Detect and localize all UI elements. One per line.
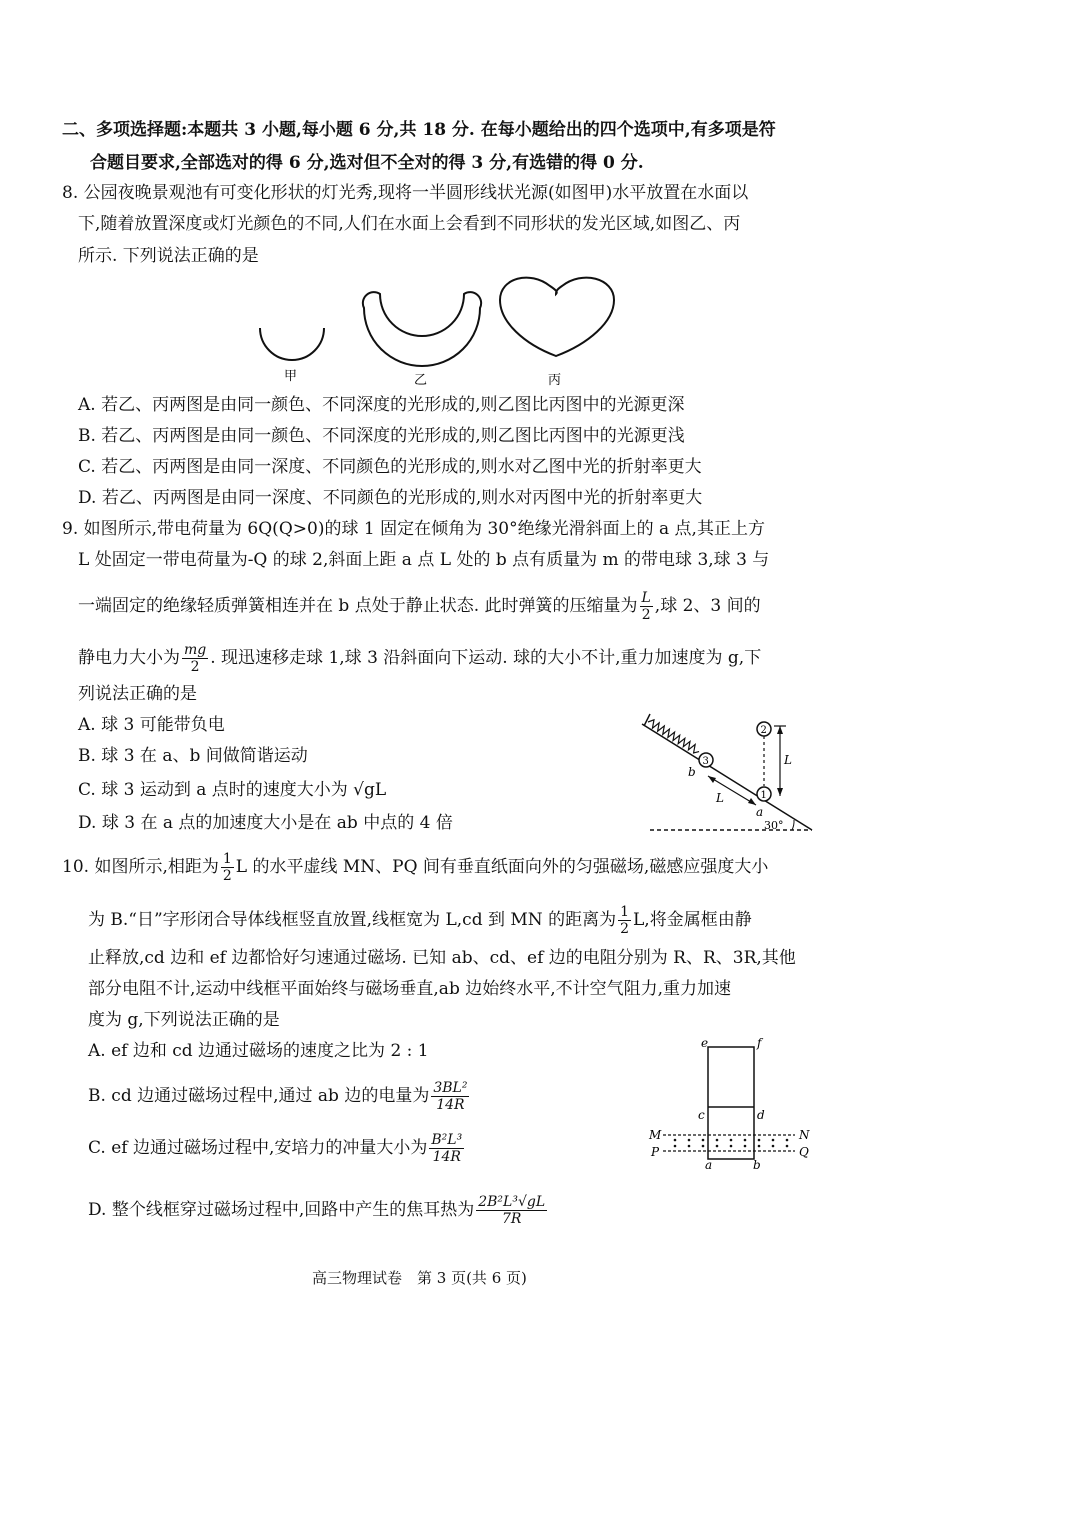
spring-icon xyxy=(646,718,701,755)
distance-label-incline: L xyxy=(716,791,724,805)
q9-line4: 静电力大小为 $\frac{mg}{2}$ . 现迅速移走球 1,球 3 沿斜面向下运动. 球的大小不计,重力加速度为 g,下 xyxy=(78,642,762,675)
q9-figure xyxy=(640,712,820,838)
page-footer: 高三物理试卷 第 3 页(共 6 页) xyxy=(312,1269,527,1287)
conductor-frame xyxy=(708,1047,754,1159)
q8-line2: 下,随着放置深度或灯光颜色的不同,人们在水面上会看到不同形状的发光区域,如图乙、丙 xyxy=(78,214,741,234)
q8-figure xyxy=(250,272,630,392)
distance-label-vertical: L xyxy=(784,753,792,767)
q10-option-c: C. ef 边通过磁场过程中,安培力的冲量大小为 $\frac{\text{B²L³}}{14R}$ xyxy=(88,1132,463,1165)
label-f: f xyxy=(757,1036,762,1050)
arrowhead xyxy=(708,776,716,783)
q10-option-a: A. ef 边和 cd 边通过磁场的速度之比为 2 : 1 xyxy=(88,1041,429,1061)
label-e: e xyxy=(701,1036,709,1050)
angle-arc xyxy=(792,820,794,830)
angle-label: 30° xyxy=(764,819,784,832)
point-a-label: a xyxy=(756,805,764,819)
light-region-bing-shape xyxy=(500,278,614,356)
q9-option-b: B. 球 3 在 a、b 间做简谐运动 xyxy=(78,746,308,766)
q10-option-d-fraction: $\frac{\text{2B²L³√gL}}{7R}$ xyxy=(478,1194,546,1227)
arrowhead xyxy=(777,788,783,796)
magnetic-field-dots xyxy=(674,1139,789,1148)
q10-option-b: B. cd 边通过磁场过程中,通过 ab 边的电量为 $\frac{\text{3BL²}}{14R}$ xyxy=(88,1080,468,1113)
q9-line1: 9. 如图所示,带电荷量为 6Q(Q>0)的球 1 固定在倾角为 30°绝缘光滑斜面上的 a 点,其正上方 xyxy=(62,519,765,539)
spring-anchor xyxy=(644,714,650,726)
label-P: P xyxy=(651,1145,660,1159)
q9-line2: L 处固定一带电荷量为-Q 的球 2,斜面上距 a 点 L 处的 b 点有质量为 m 的带电球 3,球 3 与 xyxy=(78,550,770,570)
ball-1-label: 1 xyxy=(760,790,767,801)
section-header-line1: 二、多项选择题:本题共 3 小题,每小题 6 分,共 18 分. 在每小题给出的四个选项中,有多项是符 xyxy=(62,120,776,140)
arrowhead xyxy=(748,798,756,805)
q8-line3: 所示. 下列说法正确的是 xyxy=(78,246,259,266)
semicircle-source-shape xyxy=(260,328,324,360)
q10-fraction-distance: $\frac{1}{2}$ xyxy=(620,904,629,937)
label-Q: Q xyxy=(799,1145,809,1159)
ball-3-label: 3 xyxy=(702,756,709,767)
label-b: b xyxy=(753,1158,761,1172)
label-c: c xyxy=(698,1108,705,1122)
q8-option-a: A. 若乙、丙两图是由同一颜色、不同深度的光形成的,则乙图比丙图中的光源更深 xyxy=(78,395,685,415)
q9-line5: 列说法正确的是 xyxy=(78,684,197,704)
q8-line1: 8. 公园夜晚景观池有可变化形状的灯光秀,现将一半圆形线状光源(如图甲)水平放置在水面以 xyxy=(62,183,749,203)
fig-label-jia: 甲 xyxy=(284,369,298,384)
q8-option-b: B. 若乙、丙两图是由同一颜色、不同深度的光形成的,则乙图比丙图中的光源更浅 xyxy=(78,426,685,446)
q8-option-c: C. 若乙、丙两图是由同一深度、不同颜色的光形成的,则水对乙图中光的折射率更大 xyxy=(78,457,702,477)
arrowhead xyxy=(777,726,783,734)
fig-label-yi: 乙 xyxy=(414,373,428,388)
q8-option-d: D. 若乙、丙两图是由同一深度、不同颜色的光形成的,则水对丙图中光的折射率更大 xyxy=(78,488,703,508)
q10-line4: 部分电阻不计,运动中线框平面始终与磁场垂直,ab 边始终水平,不计空气阻力,重力加速 xyxy=(88,979,732,999)
q10-line2: 为 B.“日”字形闭合导体线框竖直放置,线框宽为 L,cd 到 MN 的距离为 $\frac{1}{2}$ L,将金属框由静 xyxy=(88,904,752,937)
q10-line5: 度为 g,下列说法正确的是 xyxy=(88,1010,280,1030)
q10-option-d: D. 整个线框穿过磁场过程中,回路中产生的焦耳热为 $\frac{\text{2B²L³√gL}}{7R}$ xyxy=(88,1194,546,1227)
light-region-yi-shape xyxy=(363,292,481,366)
ball-2-label: 2 xyxy=(760,725,767,736)
incline-surface xyxy=(642,724,812,830)
q10-option-c-fraction: $\frac{\text{B²L³}}{14R}$ xyxy=(431,1132,463,1165)
label-d: d xyxy=(757,1108,765,1122)
q9-fraction-compression: $\frac{L}{2}$ xyxy=(641,590,651,623)
q9-fraction-force: $\frac{mg}{2}$ xyxy=(184,642,207,675)
section-header-line2: 合题目要求,全部选对的得 6 分,选对但不全对的得 3 分,有选错的得 0 分. xyxy=(90,153,644,173)
q9-option-c: C. 球 3 运动到 a 点时的速度大小为 √gL xyxy=(78,780,387,800)
label-M: M xyxy=(649,1128,662,1142)
q10-figure xyxy=(645,1035,820,1175)
fig-label-bing: 丙 xyxy=(548,373,562,388)
q9-line3: 一端固定的绝缘轻质弹簧相连并在 b 点处于静止状态. 此时弹簧的压缩量为 $\frac{L}{2}$ ,球 2、3 间的 xyxy=(78,590,761,623)
label-a: a xyxy=(705,1158,713,1172)
q10-line1: 10. 如图所示,相距为 $\frac{1}{2}$ L 的水平虚线 MN、PQ 间有垂直纸面向外的匀强磁场,磁感应强度大小 xyxy=(62,851,769,884)
point-b-label: b xyxy=(688,765,696,779)
q10-fraction-gap: $\frac{1}{2}$ xyxy=(222,851,232,884)
q9-option-d: D. 球 3 在 a 点的加速度大小是在 ab 中点的 4 倍 xyxy=(78,813,453,833)
label-N: N xyxy=(799,1128,810,1142)
q10-option-b-fraction: $\frac{\text{3BL²}}{14R}$ xyxy=(433,1080,468,1113)
q10-line3: 止释放,cd 边和 ef 边都恰好匀速通过磁场. 已知 ab、cd、ef 边的电阻分别为 R、R、3R,其他 xyxy=(88,948,796,968)
q9-option-a: A. 球 3 可能带负电 xyxy=(78,715,225,735)
